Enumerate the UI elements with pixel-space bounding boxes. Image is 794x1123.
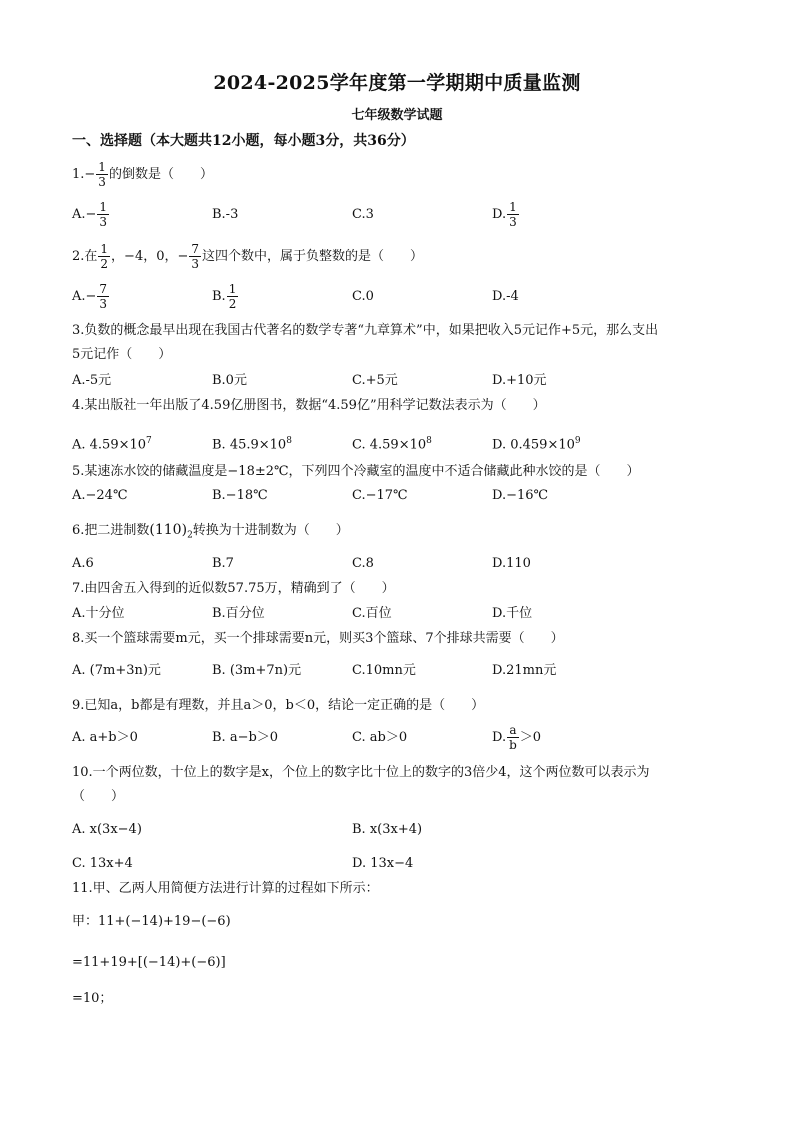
question-4-option-c: C. $4.59\times 10^8$ (352, 436, 432, 453)
question-7-option-a: A.十分位 (72, 606, 125, 621)
question-8-stem: 8.买一个篮球需要m元，买一个排球需要n元，则买3个篮球、7个排球共需要（ ） (72, 631, 564, 646)
question-3-option-b: B.0元 (212, 373, 247, 388)
section-heading: 一、选择题（本大题共12小题，每小题3分，共36分） (72, 133, 415, 149)
question-2-stem: 2.在 $\frac{1}{2}$ ，−4，0，− $\frac{7}{3}$ 这四个数中，属于负整数的是（ ） (72, 242, 424, 271)
question-3-option-c: C.+5元 (352, 373, 398, 388)
fraction: $\frac{1}{3}$ (98, 160, 106, 189)
question-1-option-d: D. $\frac{1}{3}$ (492, 200, 517, 229)
question-3-stem-line-1: 3.负数的概念最早出现在我国古代著名的数学专著“九章算术”中，如果把收入5元记作+5元，那么支出 (72, 323, 659, 338)
question-10-option-c: C. 13x+4 (72, 856, 133, 871)
question-2-option-a: A.− $\frac{7}{3}$ (72, 282, 108, 311)
exam-subtitle: 七年级数学试题 (351, 108, 443, 123)
question-11-step-3: =10； (72, 991, 113, 1006)
question-4-option-b: B. $45.9\times 10^8$ (212, 436, 292, 453)
question-10-stem-line-1: 10.一个两位数，十位上的数字是x，个位上的数字比十位上的数字的3倍少4，这个两位数可以表示为 (72, 765, 650, 780)
question-8-option-a: A. (7m+3n)元 (72, 663, 161, 678)
question-7-option-d: D.千位 (492, 606, 533, 621)
question-5-option-d: D.−16℃ (492, 488, 549, 503)
question-7-stem: 7.由四舍五入得到的近似数57.75万，精确到了（ ） (72, 581, 395, 596)
question-10-stem-line-2: （ ） (72, 789, 125, 804)
question-7-option-c: C.百位 (352, 606, 392, 621)
question-5-option-b: B.−18℃ (212, 488, 268, 503)
question-3-option-a: A.-5元 (72, 373, 112, 388)
question-6-option-a: A.6 (72, 556, 94, 571)
question-11-step-1: 甲：11+(−14)+19−(−6) (72, 914, 231, 929)
question-2-option-d: D.-4 (492, 289, 519, 304)
question-6-option-c: C.8 (352, 556, 374, 571)
question-10-option-b: B. x(3x+4) (352, 822, 423, 837)
question-3-stem-line-2: 5元记作（ ） (72, 347, 172, 362)
question-2-option-c: C.0 (352, 289, 374, 304)
question-8-option-d: D.21mn元 (492, 663, 557, 678)
question-9-stem: 9.已知a，b都是有理数，并且a＞0，b＜0，结论一定正确的是（ ） (72, 698, 485, 713)
question-2-option-b: B. $\frac{1}{2}$ (212, 282, 237, 311)
question-8-option-c: C.10mn元 (352, 663, 416, 678)
exam-title: 2024-2025学年度第一学期期中质量监测 (213, 72, 581, 94)
question-7-option-b: B.百分位 (212, 606, 265, 621)
question-1-option-a: A.− $\frac{1}{3}$ (72, 200, 108, 229)
question-6-option-d: D.110 (492, 556, 531, 571)
question-11-stem: 11.甲、乙两人用简便方法进行计算的过程如下所示： (72, 881, 379, 896)
question-8-option-b: B. (3m+7n)元 (212, 663, 302, 678)
question-6-option-b: B.7 (212, 556, 234, 571)
question-11-step-2: =11+19+[(−14)+(−6)] (72, 955, 226, 970)
question-4-option-a: A. $4.59\times 10^7$ (72, 436, 152, 453)
question-9-option-a: A. a+b＞0 (72, 730, 138, 745)
question-1-option-b: B.-3 (212, 207, 239, 222)
question-9-option-d: D. $\frac{a}{b}$ ＞0 (492, 723, 542, 752)
question-5-option-c: C.−17℃ (352, 488, 408, 503)
question-5-option-a: A.−24℃ (72, 488, 128, 503)
question-1-option-c: C.3 (352, 207, 374, 222)
question-9-option-c: C. ab＞0 (352, 730, 408, 745)
question-4-stem: 4.某出版社一年出版了4.59亿册图书，数据“4.59亿”用科学记数法表示为（ ） (72, 398, 546, 413)
question-4-option-d: D. $0.459\times 10^9$ (492, 436, 581, 453)
question-10-option-d: D. 13x−4 (352, 856, 414, 871)
question-1-stem: 1.− $\frac{1}{3}$ 的倒数是（ ） (72, 160, 213, 189)
question-5-stem: 5.某速冻水饺的储藏温度是−18±2℃，下列四个冷藏室的温度中不适合储藏此种水饺的是（ ） (72, 464, 640, 479)
question-9-option-b: B. a−b＞0 (212, 730, 279, 745)
question-6-stem: 6.把二进制数$(110)_2$转换为十进制数为（ ） (72, 522, 349, 541)
question-10-option-a: A. x(3x−4) (72, 822, 142, 837)
question-3-option-d: D.+10元 (492, 373, 547, 388)
